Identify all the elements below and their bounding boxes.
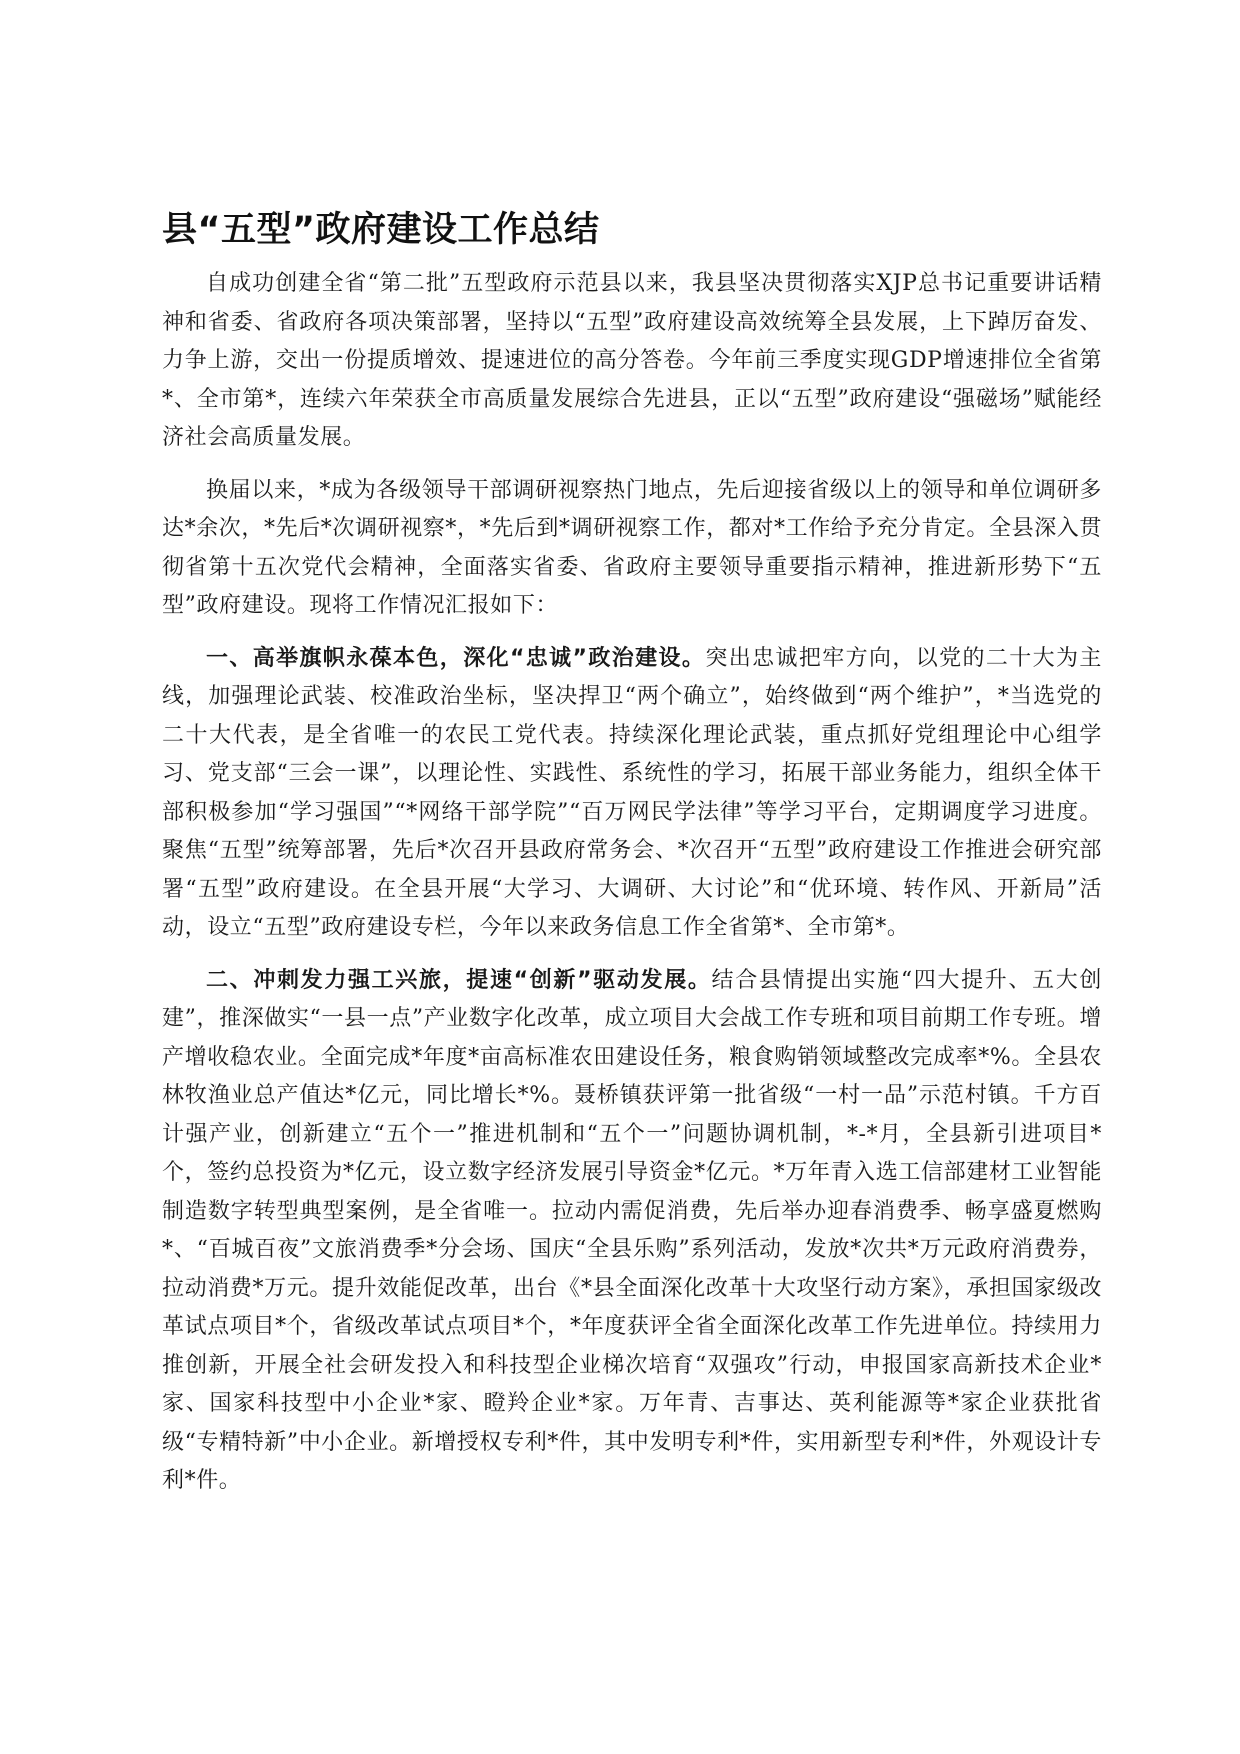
section-heading: 二、冲刺发力强工兴旅，提速“创新”驱动发展。 (206, 967, 712, 993)
paragraph-body: 换届以来，*成为各级领导干部调研视察热门地点，先后迎接省级以上的领导和单位调研多达*余次，*先后*次调研视察*，*先后到*调研视察工作，都对*工作给予充分肯定。全县深入贯彻省第十五次党代会精神，全面落实省委、省政府主要领导重要指示精神，推进新形势下“五型”政府建设。现将工作情况汇报如下： (162, 477, 1103, 618)
paragraph-body: 突出忠诚把牢方向，以党的二十大为主线，加强理论武装、校准政治坐标，坚决捍卫“两个确立”，始终做到“两个维护”，*当选党的二十大代表，是全省唯一的农民工党代表。持续深化理论武装，重点抓好党组理论中心组学习、党支部“三会一课”，以理论性、实践性、系统性的学习，拓展干部业务能力，组织全体干部积极参加“学习强国”“*网络干部学院”“百万网民学法律”等学习平台，定期调度学习进度。聚焦“五型”统筹部署，先后*次召开县政府常务会、*次召开“五型”政府建设工作推进会研究部署“五型”政府建设。在全县开展“大学习、大调研、大讨论”和“优环境、转作风、开新局”活动，设立“五型”政府建设专栏，今年以来政务信息工作全省第*、全市第*。 (162, 645, 1103, 940)
section-heading: 一、高举旗帜永葆本色，深化“忠诚”政治建设。 (206, 645, 706, 671)
paragraph-intro (162, 265, 1102, 458)
paragraph-section-2 (162, 962, 1102, 1501)
paragraph-body: 结合县情提出实施“四大提升、五大创建”，推深做实“一县一点”产业数字化改革，成立项目大会战工作专班和项目前期工作专班。增产增收稳农业。全面完成*年度*亩高标准农田建设任务，粮食购销领域整改完成率*%。全县农林牧渔业总产值达*亿元，同比增长*%。聂桥镇获评第一批省级“一村一品”示范村镇。千方百计强产业，创新建立“五个一”推进机制和“五个一”问题协调机制，*-*月，全县新引进项目*个，签约总投资为*亿元，设立数字经济发展引导资金*亿元。*万年青入选工信部建材工业智能制造数字转型典型案例，是全省唯一。拉动内需促消费，先后举办迎春消费季、畅享盛夏燃购*、“百城百夜”文旅消费季*分会场、国庆“全县乐购”系列活动，发放*次共*万元政府消费券，拉动消费*万元。提升效能促改革，出台《*县全面深化改革十大攻坚行动方案》，承担国家级改革试点项目*个，省级改革试点项目*个，*年度获评全省全面深化改革工作先进单位。持续用力推创新，开展全社会研发投入和科技型企业梯次培育“双强攻”行动，申报国家高新技术企业*家、国家科技型中小企业*家、瞪羚企业*家。万年青、吉事达、英利能源等*家企业获批省级“专精特新”中小企业。新增授权专利*件，其中发明专利*件，实用新型专利*件，外观设计专利*件。 (162, 967, 1102, 1493)
paragraph-body: 自成功创建全省“第二批”五型政府示范县以来，我县坚决贯彻落实XJP总书记重要讲话精神和省委、省政府各项决策部署，坚持以“五型”政府建设高效统筹全县发展，上下踔厉奋发、力争上游，交出一份提质增效、提速进位的高分答卷。今年前三季度实现GDP增速排位全省第*、全市第*，连续六年荣获全市高质量发展综合先进县，正以“五型”政府建设“强磁场”赋能经济社会高质量发展。 (162, 271, 1102, 450)
paragraph-background (162, 472, 1102, 626)
document-page (162, 205, 1102, 1515)
document-title: 县“五型”政府建设工作总结 (162, 210, 600, 250)
paragraph-section-1 (162, 640, 1102, 948)
